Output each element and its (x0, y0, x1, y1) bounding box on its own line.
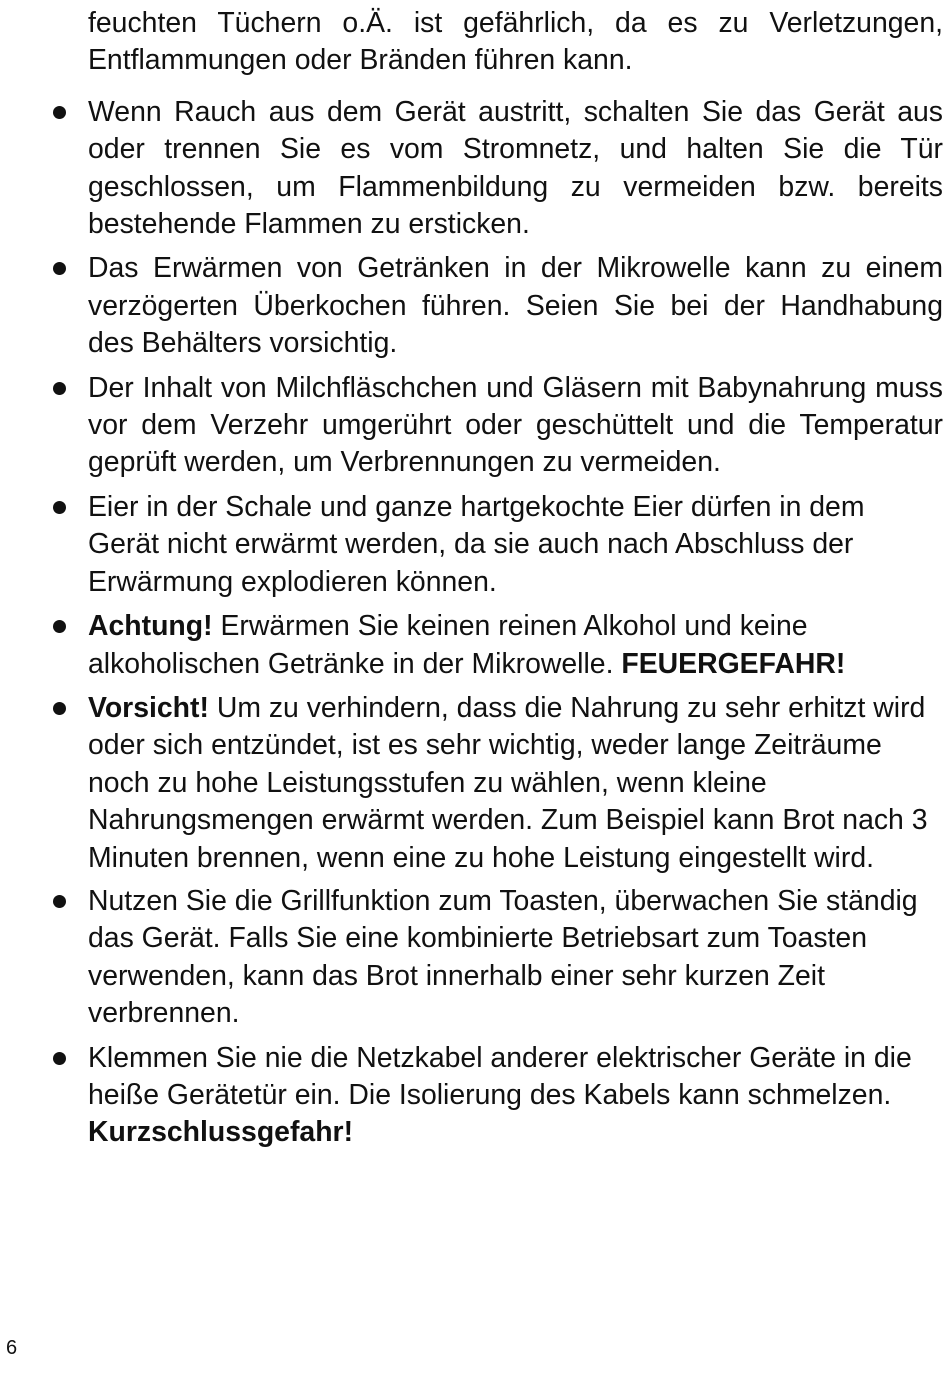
list-item (88, 370, 943, 482)
item-text: Eier in der Schale und ganze hartgekochte Eier dürfen in dem Gerät nicht erwärmt werden, da sie auch nach Abschluss der Erwärmung explodieren können. (88, 490, 865, 598)
hazard-label: Kurzschlussgefahr! (88, 1116, 354, 1149)
item-text: Der Inhalt von Milchfläschchen und Gläsern mit Babynahrung muss vor dem Verzehr umgerührt oder geschüttelt und die Temperatur geprüft werden, um Verbrennungen zu vermeiden. (88, 371, 943, 479)
hazard-label: FEUERGEFAHR! (621, 647, 846, 680)
item-text: Wenn Rauch aus dem Gerät austritt, schalten Sie das Gerät aus oder trennen Sie es vom Stromnetz, und halten Sie die Tür geschlossen, um Flammenbildung zu vermeiden bzw. bereits bestehende Flammen zu ersticken. (88, 95, 943, 241)
item-text: Nutzen Sie die Grillfunktion zum Toasten, überwachen Sie ständig das Gerät. Falls Sie eine kombinierte Betriebsart zum Toasten verwenden, kann das Brot innerhalb einer sehr kurzen Zeit verbrennen. (88, 884, 918, 1030)
bullet-icon (53, 620, 66, 633)
list-item (88, 250, 943, 362)
bullet-icon (53, 106, 66, 119)
list-item (88, 608, 943, 683)
page-number: 6 (6, 1337, 18, 1359)
safety-instructions (88, 5, 943, 1152)
warning-label: Achtung! (88, 610, 213, 643)
item-text: Erwärmen Sie keinen reinen Alkohol und keine alkoholischen Getränke in der Mikrowelle. (88, 610, 808, 680)
bullet-icon (53, 895, 66, 908)
item-text: Das Erwärmen von Getränken in der Mikrowelle kann zu einem verzögerten Überkochen führen. Seien Sie bei der Handhabung des Behälters vorsichtig. (88, 252, 943, 360)
list-item (88, 690, 943, 877)
bullet-icon (53, 702, 66, 715)
list-item (88, 1040, 943, 1152)
item-text: Klemmen Sie nie die Netzkabel anderer elektrischer Geräte in die heiße Gerätetür ein. Die Isolierung des Kabels kann schmelzen. (88, 1041, 912, 1111)
bullet-icon (53, 1052, 66, 1065)
continuation-paragraph: feuchten Tüchern o.Ä. ist gefährlich, da es zu Verletzungen, Entflammungen oder Bränden führen kann. (88, 7, 943, 77)
caution-label: Vorsicht! (88, 691, 209, 724)
bullet-icon (53, 262, 66, 275)
bullet-icon (53, 501, 66, 514)
list-item (88, 883, 943, 1033)
list-item (88, 94, 943, 244)
list-item (88, 489, 943, 601)
item-text: Um zu verhindern, dass die Nahrung zu sehr erhitzt wird oder sich entzündet, ist es sehr wichtig, weder lange Zeiträume noch zu hohe Leistungsstufen zu wählen, wenn kleine Nahrungsmengen erwärmt werden. Zum Beispiel kann Brot nach 3 Minuten brennen, wenn eine zu hohe Leistung eingestellt wird. (88, 691, 928, 874)
bullet-icon (53, 382, 66, 395)
